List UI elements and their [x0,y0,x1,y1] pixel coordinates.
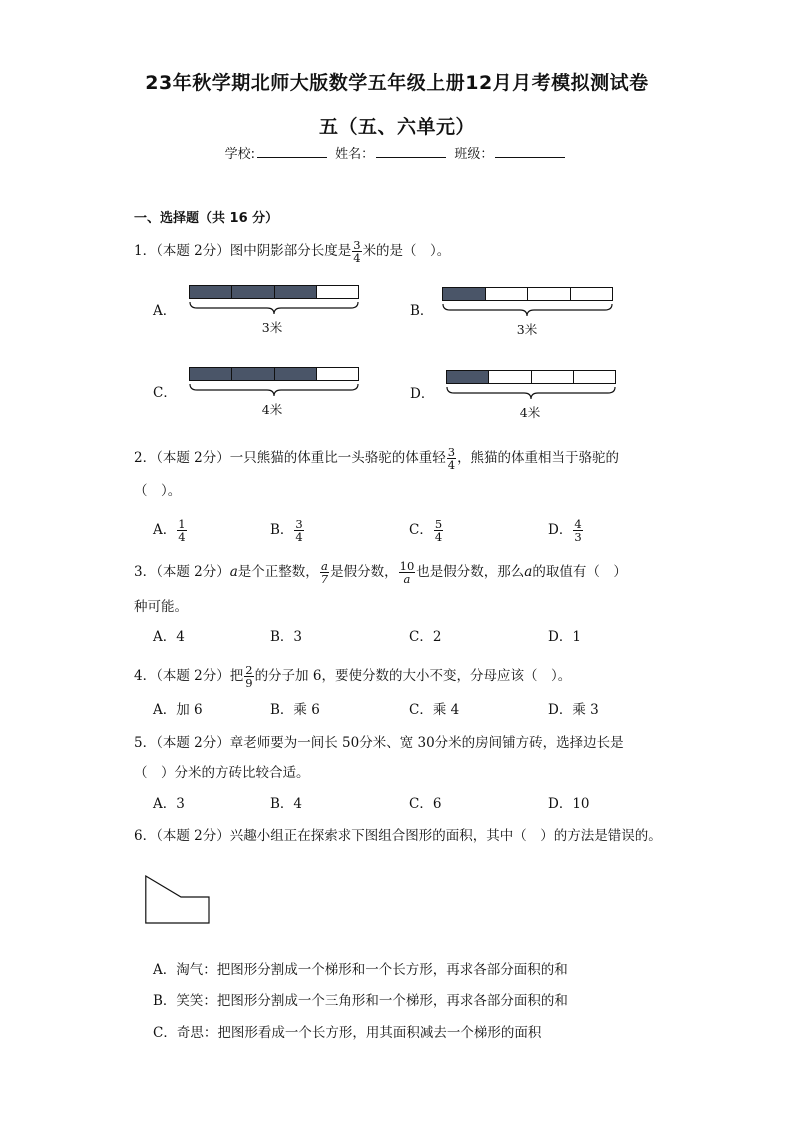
fraction-numerator: 10 [399,559,415,573]
option-c: C．奇思：把图形看成一个长方形，用其面积减去一个梯形的面积 [153,1025,542,1041]
option-b: B．乘 6 [270,702,320,718]
bar-c-length-label: 4米 [261,402,283,417]
fraction-numerator: 4 [574,517,582,531]
fraction-denominator: 4 [353,251,361,265]
question-1 [134,239,450,264]
name-label: 姓名： [335,147,375,162]
option-d: D．10 [548,796,590,812]
bar-segment [486,288,529,300]
fraction-numerator: 3 [353,238,361,252]
option-c: C．2 [409,629,442,645]
brace-d [446,386,616,400]
class-blank [495,145,565,158]
student-info-row [0,143,794,162]
fraction [434,518,443,543]
fraction-numerator: 3 [295,517,303,531]
option-b: B．3 [270,629,303,645]
option-b-label: B． [410,303,434,319]
question-4 [134,664,571,689]
bar-segment-shaded [447,371,489,383]
option-d: D．1 [548,629,581,645]
option-label: C． [409,522,433,538]
option-label: D． [548,522,573,538]
variable: a [524,564,533,580]
question-3 [134,560,627,585]
bar-segment [532,371,574,383]
option-d-label: D． [410,386,435,402]
bar-b-length-label: 3米 [516,322,538,337]
option-b [270,518,305,543]
option-a: A．3 [153,796,185,812]
brace-c [189,383,359,397]
question-5: 5．（本题 2分）章老师要为一间长 50分米、宽 30分米的房间铺方砖，选择边长是 [134,735,624,751]
bar-a [189,285,359,299]
option-a [153,518,188,543]
bar-a-length-label: 3米 [261,320,283,335]
bar-b [442,287,613,301]
brace-b [442,303,613,317]
option-c: C．乘 4 [409,702,460,718]
bar-d [446,370,616,384]
bar-segment-shaded [232,368,274,380]
fraction-denominator: 7 [320,572,329,586]
question-text: 2．（本题 2分）一只熊猫的体重比一头骆驼的体重轻 [134,450,446,466]
option-d [548,518,584,543]
question-text: 米的是（ ）。 [362,243,451,259]
variable: a [229,564,238,580]
option-c-label: C． [153,385,177,401]
bar-segment [317,286,358,298]
fraction [320,560,329,585]
school-label: 学校: [224,147,256,162]
question-text: 4．（本题 2分）把 [134,668,244,684]
question-3-line2: 种可能。 [134,599,188,615]
option-d: D．乘 3 [548,702,599,718]
fraction-numerator: 2 [245,663,253,677]
option-b: B．笑笑：把图形分割成一个三角形和一个梯形，再求各部分面积的和 [153,993,568,1009]
bar-segment [317,368,358,380]
question-text: 也是假分数，那么 [416,564,525,580]
question-5-line2: （ ）分米的方砖比较合适。 [134,765,310,781]
question-text: 是个正整数， [237,564,319,580]
bar-segment [489,371,531,383]
fraction-denominator: 9 [245,676,253,690]
option-label: B． [270,522,294,538]
option-a: A．淘气：把图形分割成一个梯形和一个长方形，再求各部分面积的和 [153,962,568,978]
option-a-label: A． [153,303,177,319]
fraction [573,518,582,543]
name-blank [376,145,446,158]
option-a: A．4 [153,629,185,645]
composite-figure [145,875,211,925]
fraction-numerator: a [321,559,328,573]
fraction-denominator: 4 [434,530,443,544]
fraction-denominator: a [403,572,411,586]
question-text: 3．（本题 2分） [134,564,230,580]
bar-c [189,367,359,381]
fraction [294,518,303,543]
bar-segment-shaded [232,286,274,298]
fraction [399,560,416,585]
option-a: A．加 6 [153,702,203,718]
option-b: B．4 [270,796,303,812]
bar-segment-shaded [275,368,317,380]
fraction-numerator: 3 [447,445,456,459]
bar-segment [574,371,615,383]
option-label: A． [153,522,177,538]
bar-segment-shaded [190,286,232,298]
brace-a [189,301,359,315]
fraction [447,446,456,471]
bar-segment [528,288,571,300]
question-text: 的分子加 6，要使分数的大小不变，分母应该（ ）。 [254,668,572,684]
fraction [177,518,186,543]
class-label: 班级： [454,147,494,162]
fraction [352,239,361,264]
bar-d-length-label: 4米 [519,405,541,420]
fraction-numerator: 5 [434,517,443,531]
question-2-line2: （ ）。 [134,483,182,499]
fraction-denominator: 4 [447,458,456,472]
question-6: 6．（本题 2分）兴趣小组正在探索求下图组合图形的面积，其中（ ）的方法是错误的。 [134,828,662,844]
question-text: ，熊猫的体重相当于骆驼的 [457,450,620,466]
page-subtitle: 五（五、六单元） [318,116,475,138]
section-heading: 一、选择题（共 16 分） [134,211,279,226]
fraction-denominator: 4 [295,530,303,544]
option-c: C．6 [409,796,442,812]
fraction-denominator: 3 [574,530,582,544]
question-text: 的取值有（ ） [532,564,627,580]
school-blank [257,145,327,158]
option-c [409,518,444,543]
question-text: 1．（本题 2分）图中阴影部分长度是 [134,243,352,259]
bar-segment-shaded [190,368,232,380]
fraction-denominator: 4 [178,530,186,544]
bar-segment-shaded [443,288,486,300]
question-text: 是假分数， [330,564,398,580]
bar-segment-shaded [275,286,317,298]
page-title: 23年秋学期北师大版数学五年级上册12月月考模拟测试卷 [145,72,649,94]
question-2 [134,446,619,471]
fraction [244,664,253,689]
fraction-numerator: 1 [178,517,186,531]
bar-segment [571,288,613,300]
